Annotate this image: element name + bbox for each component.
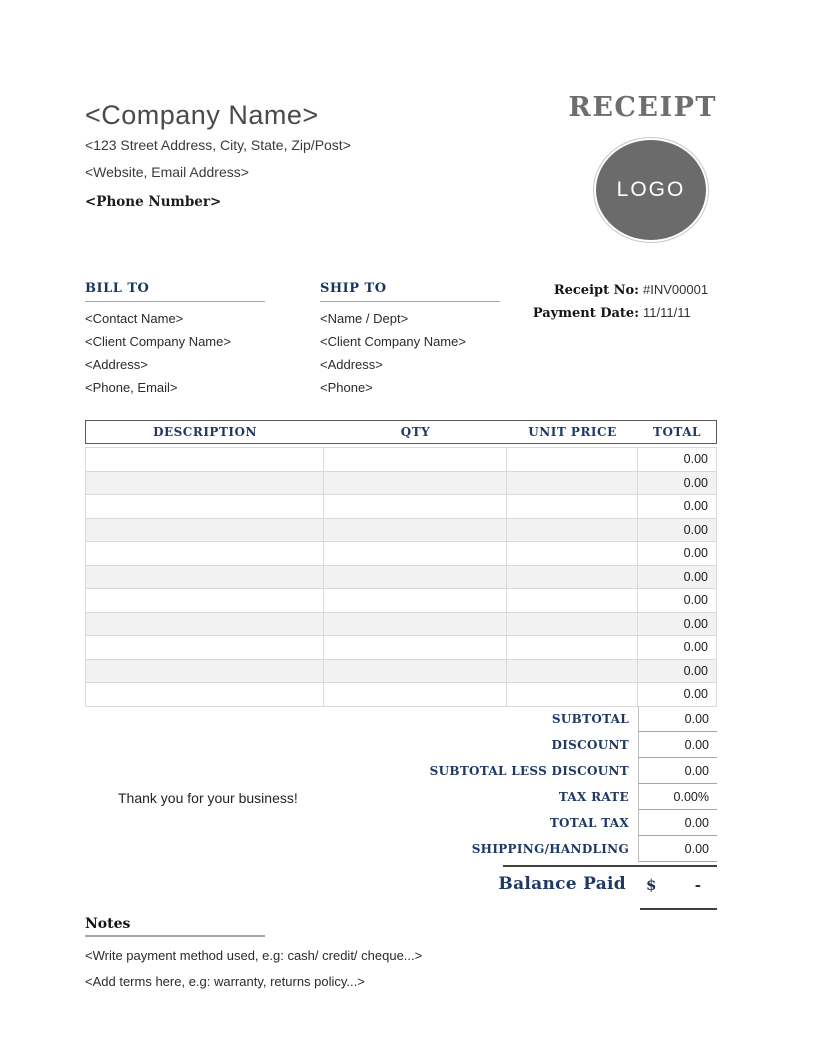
payment-date-row (473, 305, 719, 319)
bill-to-lines (85, 311, 265, 394)
receipt-no-row (473, 282, 719, 296)
total-cell[interactable]: 0.00 (638, 613, 717, 636)
balance-underline-divider (640, 908, 717, 910)
summary-value[interactable]: 0.00 (638, 758, 717, 784)
table-row (86, 448, 717, 472)
unit-price-cell[interactable] (507, 472, 638, 495)
balance-paid-label: Balance Paid (498, 874, 626, 894)
notes-lines (85, 948, 555, 989)
bill-to-heading: BILL TO (85, 281, 265, 302)
column-header-qty: QTY (400, 425, 431, 439)
summary-value[interactable]: 0.00 (638, 732, 717, 758)
total-cell[interactable]: 0.00 (638, 519, 717, 542)
description-cell[interactable] (86, 636, 324, 659)
summary-label: DISCOUNT (551, 738, 629, 752)
summary-label: SHIPPING/HANDLING (471, 842, 629, 856)
bill-to-line[interactable]: <Client Company Name> (85, 334, 231, 349)
receipt-title: RECEIPT (568, 92, 717, 123)
total-rule-divider (503, 865, 717, 867)
summary-label: SUBTOTAL (551, 712, 629, 726)
description-cell[interactable] (86, 566, 324, 589)
summary-row (85, 732, 717, 758)
qty-cell[interactable] (324, 495, 507, 518)
unit-price-cell[interactable] (507, 519, 638, 542)
balance-paid-value[interactable] (638, 874, 717, 894)
receipt-no-value[interactable]: #INV00001 (643, 282, 709, 297)
total-cell[interactable]: 0.00 (638, 683, 717, 706)
company-website-field[interactable]: <Website, Email Address> (85, 164, 249, 180)
ship-to-line[interactable]: <Client Company Name> (320, 334, 466, 349)
thank-you-note: Thank you for your business! (118, 790, 298, 806)
currency-symbol: $ (646, 876, 657, 894)
summary-value[interactable]: 0.00% (638, 784, 717, 810)
summary-row (85, 706, 717, 732)
ship-to-line[interactable]: <Phone> (320, 380, 373, 395)
description-cell[interactable] (86, 542, 324, 565)
unit-price-cell[interactable] (507, 542, 638, 565)
summary-value[interactable]: 0.00 (638, 706, 717, 732)
unit-price-cell[interactable] (507, 683, 638, 706)
table-row (86, 542, 717, 566)
summary-row (85, 810, 717, 836)
bill-to-line[interactable]: <Address> (85, 357, 148, 372)
balance-amount: - (694, 876, 701, 894)
unit-price-cell[interactable] (507, 448, 638, 471)
table-row (86, 613, 717, 637)
qty-cell[interactable] (324, 566, 507, 589)
note-line[interactable]: <Add terms here, e.g: warranty, returns policy...> (85, 974, 365, 989)
qty-cell[interactable] (324, 636, 507, 659)
qty-cell[interactable] (324, 542, 507, 565)
column-header-unit-price: UNIT PRICE (528, 425, 617, 439)
table-row (86, 660, 717, 684)
notes-heading: Notes (85, 916, 131, 932)
qty-cell[interactable] (324, 448, 507, 471)
description-cell[interactable] (86, 495, 324, 518)
qty-cell[interactable] (324, 613, 507, 636)
payment-date-value[interactable]: 11/11/11 (643, 305, 691, 320)
balance-paid-row (85, 865, 717, 915)
summary-section (85, 706, 717, 862)
table-row (86, 495, 717, 519)
total-cell[interactable]: 0.00 (638, 589, 717, 612)
ship-to-line[interactable]: <Name / Dept> (320, 311, 409, 326)
unit-price-cell[interactable] (507, 495, 638, 518)
unit-price-cell[interactable] (507, 589, 638, 612)
table-row (86, 472, 717, 496)
table-header-row (85, 420, 717, 444)
summary-row (85, 758, 717, 784)
description-cell[interactable] (86, 683, 324, 706)
description-cell[interactable] (86, 472, 324, 495)
total-cell[interactable]: 0.00 (638, 660, 717, 683)
unit-price-cell[interactable] (507, 566, 638, 589)
qty-cell[interactable] (324, 519, 507, 542)
table-row (86, 589, 717, 613)
qty-cell[interactable] (324, 683, 507, 706)
bill-to-section (85, 281, 265, 394)
ship-to-line[interactable]: <Address> (320, 357, 383, 372)
description-cell[interactable] (86, 589, 324, 612)
qty-cell[interactable] (324, 660, 507, 683)
ship-to-heading: SHIP TO (320, 281, 500, 302)
table-row (86, 519, 717, 543)
column-header-total: TOTAL (653, 425, 701, 439)
total-cell[interactable]: 0.00 (638, 542, 717, 565)
receipt-meta (473, 282, 719, 328)
summary-label: SUBTOTAL LESS DISCOUNT (429, 764, 629, 778)
table-body (85, 447, 717, 707)
bill-to-line[interactable]: <Phone, Email> (85, 380, 178, 395)
table-row (86, 636, 717, 660)
company-name-field[interactable]: <Company Name> (85, 100, 319, 130)
unit-price-cell[interactable] (507, 636, 638, 659)
description-cell[interactable] (86, 448, 324, 471)
unit-price-cell[interactable] (507, 660, 638, 683)
qty-cell[interactable] (324, 472, 507, 495)
total-cell[interactable]: 0.00 (638, 566, 717, 589)
summary-value[interactable]: 0.00 (638, 836, 717, 862)
summary-value[interactable]: 0.00 (638, 810, 717, 836)
company-logo[interactable] (594, 138, 708, 242)
unit-price-cell[interactable] (507, 613, 638, 636)
receipt-no-label: Receipt No: (553, 283, 639, 298)
notes-section (85, 916, 555, 989)
bill-to-line[interactable]: <Contact Name> (85, 311, 184, 326)
note-line[interactable]: <Write payment method used, e.g: cash/ credit/ cheque...> (85, 948, 423, 963)
items-table (85, 420, 717, 707)
summary-label: TAX RATE (558, 790, 629, 804)
total-cell[interactable]: 0.00 (638, 636, 717, 659)
description-cell[interactable] (86, 519, 324, 542)
logo-placeholder-text: LOGO (616, 178, 686, 201)
summary-row (85, 836, 717, 862)
payment-date-label: Payment Date: (532, 306, 639, 321)
summary-label: TOTAL TAX (549, 816, 629, 830)
total-cell[interactable]: 0.00 (638, 472, 717, 495)
table-row (86, 566, 717, 590)
notes-rule-divider (85, 935, 265, 937)
company-address-field[interactable]: <123 Street Address, City, State, Zip/Post> (85, 137, 351, 153)
qty-cell[interactable] (324, 589, 507, 612)
description-cell[interactable] (86, 613, 324, 636)
description-cell[interactable] (86, 660, 324, 683)
table-row (86, 683, 717, 707)
company-phone-field[interactable]: <Phone Number> (85, 194, 222, 210)
total-cell[interactable]: 0.00 (638, 495, 717, 518)
company-header (85, 100, 351, 210)
column-header-description: DESCRIPTION (153, 425, 257, 439)
total-cell[interactable]: 0.00 (638, 448, 717, 471)
